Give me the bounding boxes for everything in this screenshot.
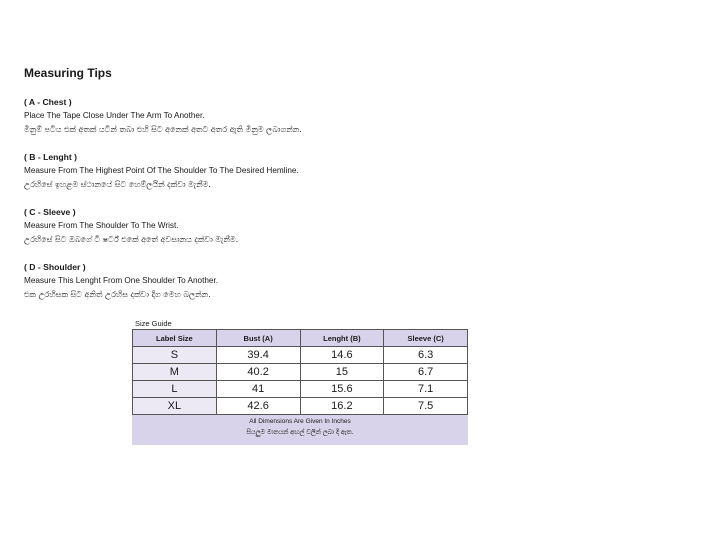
table-header-row	[133, 330, 468, 347]
tip-english: Measure This Lenght From One Shoulder To Another.	[24, 276, 219, 285]
length-cell: 15.6	[300, 381, 384, 398]
size-guide-table	[132, 329, 468, 415]
tip-length	[24, 150, 299, 192]
column-header: Bust (A)	[216, 330, 300, 347]
bust-cell: 40.2	[216, 364, 300, 381]
size-cell: XL	[133, 398, 217, 415]
table-row	[133, 381, 468, 398]
size-guide-footnote	[132, 415, 468, 445]
table-row	[133, 347, 468, 364]
size-guide-table-container	[132, 329, 468, 445]
bust-cell: 41	[216, 381, 300, 398]
footnote-english: All Dimensions Are Given In Inches	[249, 418, 351, 425]
tip-sinhala: උරහිසේ සිට ඔබගේ ටී ෂර්ට් එකේ අතේ අවසානය දක්වා මැනීම.	[24, 235, 239, 244]
tip-chest	[24, 95, 302, 137]
tip-sleeve	[24, 205, 238, 247]
length-cell: 15	[300, 364, 384, 381]
tip-english: Measure From The Shoulder To The Wrist.	[24, 221, 179, 230]
column-header: Label Size	[133, 330, 217, 347]
column-header: Lenght (B)	[300, 330, 384, 347]
tip-heading: ( C - Sleeve )	[24, 207, 76, 217]
tip-english: Place The Tape Close Under The Arm To Another.	[24, 111, 205, 120]
tip-heading: ( B - Lenght )	[24, 152, 77, 162]
tip-heading: ( D - Shoulder )	[24, 262, 86, 272]
tip-sinhala: එක උරහිසක සිට අනිත් උරහිස දක්වා දිග මෙහ බලන්න.	[24, 290, 211, 299]
tip-sinhala: මිනුම් පටිය එක් අතක් යටින් තබා එහි සිට අනෙක් අතට අතර ඇති මිනුම ලබාගන්න.	[24, 125, 302, 134]
bust-cell: 42.6	[216, 398, 300, 415]
column-header: Sleeve (C)	[384, 330, 468, 347]
table-row	[133, 398, 468, 415]
tip-sinhala: උරහිසේ ඉහළම ස්ථානයේ සිට හෙම්ලයින් දක්වා මැනීම.	[24, 180, 211, 189]
bust-cell: 39.4	[216, 347, 300, 364]
tip-heading: ( A - Chest )	[24, 97, 72, 107]
page-title: Measuring Tips	[24, 66, 112, 80]
footnote-sinhala: සියලුම මානයන් අඟල් වලින් ලබා දී ඇත.	[246, 429, 354, 436]
sleeve-cell: 6.3	[384, 347, 468, 364]
size-cell: M	[133, 364, 217, 381]
tip-shoulder	[24, 260, 218, 302]
size-cell: L	[133, 381, 217, 398]
size-guide-label: Size Guide	[135, 319, 172, 328]
tip-english: Measure From The Highest Point Of The Shoulder To The Desired Hemline.	[24, 166, 299, 175]
sleeve-cell: 6.7	[384, 364, 468, 381]
table-row	[133, 364, 468, 381]
length-cell: 16.2	[300, 398, 384, 415]
size-cell: S	[133, 347, 217, 364]
length-cell: 14.6	[300, 347, 384, 364]
sleeve-cell: 7.1	[384, 381, 468, 398]
sleeve-cell: 7.5	[384, 398, 468, 415]
